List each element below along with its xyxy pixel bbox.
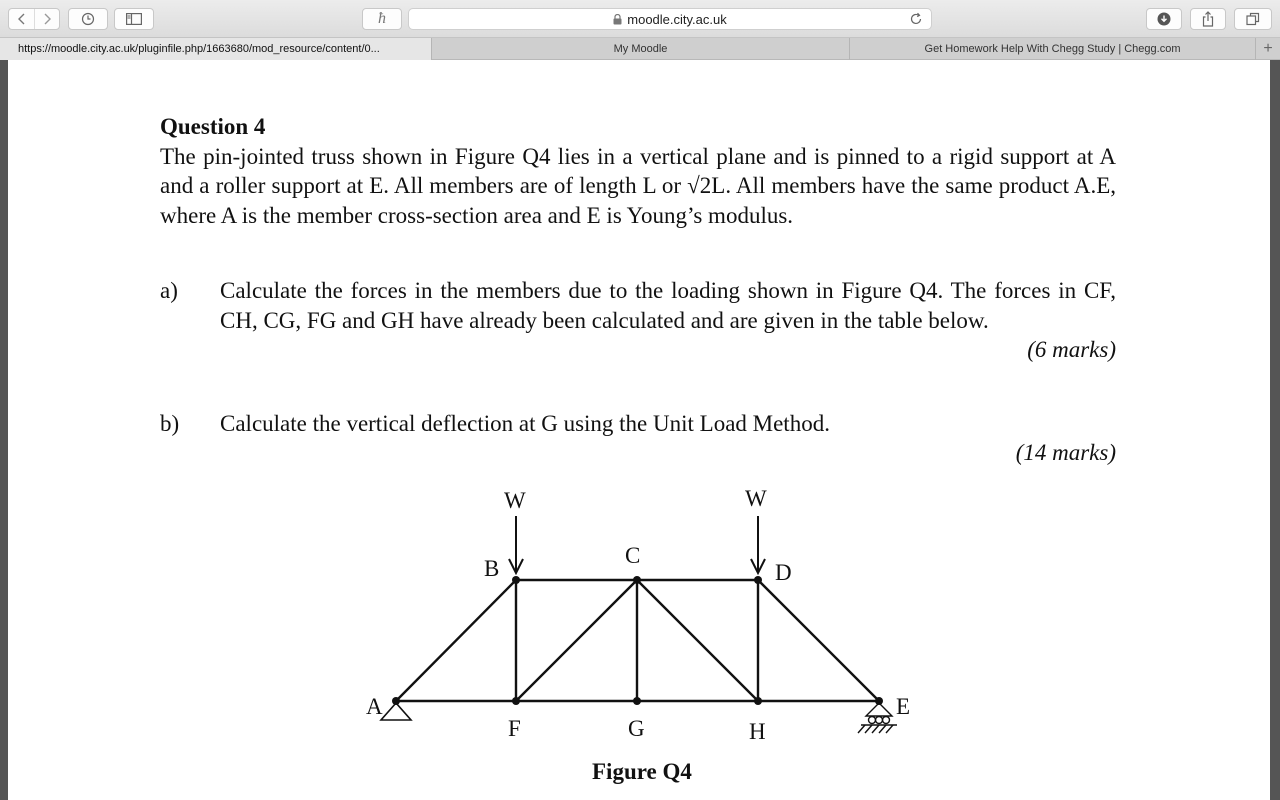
tab-bar [0,38,1280,60]
node-label-e: E [896,694,911,719]
part-label: b) [160,410,180,436]
joint-b [512,576,520,584]
download-icon [1157,12,1171,26]
node-label-f: F [508,716,521,741]
document-body [160,112,1116,468]
joint-h [754,697,762,705]
node-label-d: D [775,560,792,585]
roller-support-icon [858,703,897,733]
joint-d [754,576,762,584]
member-de [758,580,879,701]
node-label-a: A [366,694,383,719]
url-text: moodle.city.ac.uk [627,11,727,27]
question-title: Question 4 [160,114,266,139]
load-label-left: W [504,488,526,513]
part-label: a) [160,278,178,303]
node-label-g: G [628,716,645,741]
part-b [160,409,1116,439]
reload-icon[interactable] [909,12,923,26]
back-button[interactable] [9,9,34,29]
joint-c [633,576,641,584]
nav-buttons [8,8,60,30]
extension-button[interactable] [362,8,402,30]
chevron-left-icon [18,13,26,25]
page-viewport [0,60,1280,800]
member-ab [396,580,516,701]
h-bar-icon: ħ [378,10,386,27]
tab-pdf[interactable] [0,38,432,60]
forward-button[interactable] [34,9,59,29]
load-label-right: W [745,486,767,511]
node-label-h: H [749,719,766,744]
chevron-right-icon [43,13,51,25]
truss-figure [348,480,928,800]
joint-f [512,697,520,705]
member-fc [516,580,637,701]
new-tab-button[interactable]: + [1263,39,1273,57]
tab-chegg[interactable] [850,38,1256,60]
pdf-page [8,60,1270,800]
tabs-overview-button[interactable] [1234,8,1272,30]
figure-caption: Figure Q4 [592,759,692,784]
lock-icon [613,14,622,25]
tab-label: Get Homework Help With Chegg Study | Chegg.com [924,43,1181,55]
address-bar[interactable] [408,8,932,30]
sidebar-button[interactable] [114,8,154,30]
clock-icon [81,12,95,26]
node-label-c: C [625,543,641,568]
tab-label: https://moodle.city.ac.uk/pluginfile.php/1663680/mod_resource/content/0... [18,43,380,55]
load-arrow-right [751,516,765,573]
browser-toolbar [0,0,1280,38]
share-icon [1201,11,1215,27]
downloads-button[interactable] [1146,8,1182,30]
part-marks: (14 marks) [1015,440,1116,465]
joint-g [633,697,641,705]
tab-my-moodle[interactable] [432,38,850,60]
question-intro: The pin-jointed truss shown in Figure Q4 lies in a vertical plane and is pinned to a rigid support at A and a roller support at E. All members are of length L or √2L. All members have the same product A.E, where A is the member cross-section area and E is Young’s modulus. [160,143,1116,228]
sidebar-icon [126,13,142,25]
member-ch [637,580,758,701]
part-text: Calculate the vertical deflection at G using the Unit Load Method. [220,410,830,436]
node-label-b: B [484,556,500,581]
tab-label: My Moodle [613,43,668,55]
pin-support-icon [381,703,411,720]
tabs-icon [1246,12,1260,26]
history-button[interactable] [68,8,108,30]
part-text: Calculate the forces in the members due to the loading shown in Figure Q4. The forces in CF, CH, CG, FG and GH have already been calculated and are given in the table below. [220,278,1116,333]
part-a [160,276,1116,335]
share-button[interactable] [1190,8,1226,30]
part-marks: (6 marks) [1027,337,1116,362]
load-arrow-left [509,516,523,573]
